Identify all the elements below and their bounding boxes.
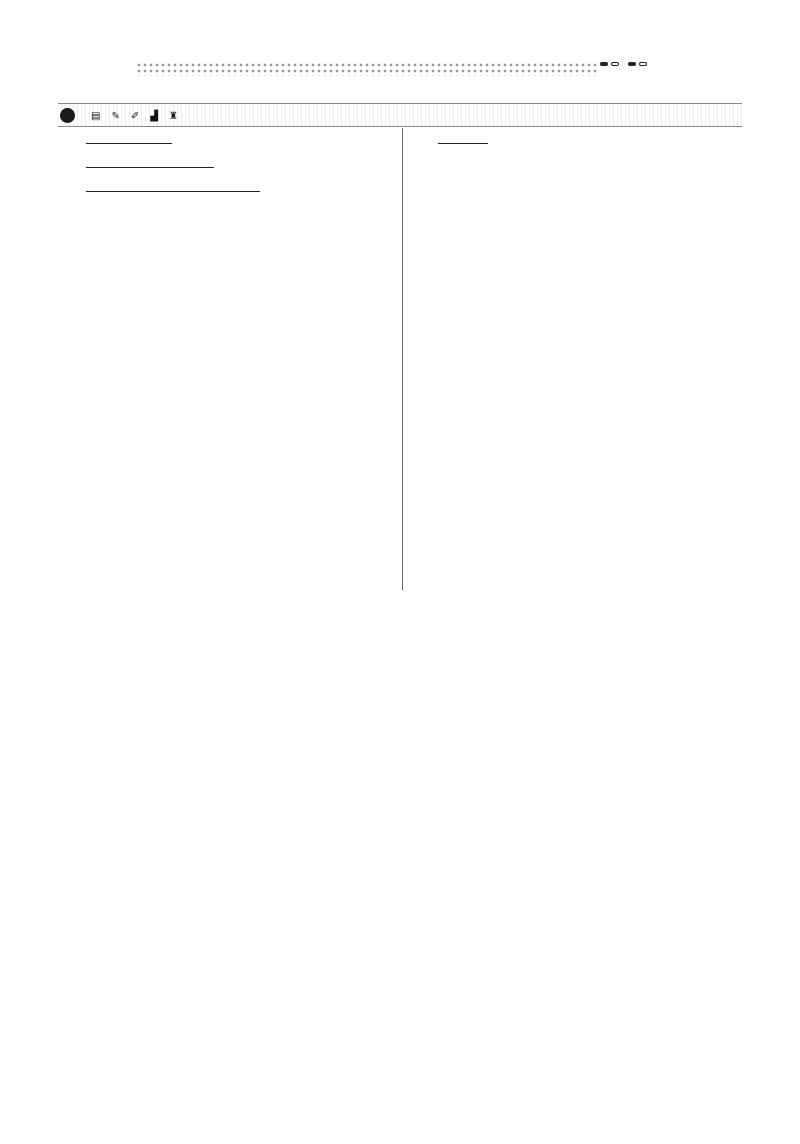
- option-row: [410, 419, 740, 443]
- cloze-options: [410, 225, 740, 595]
- blank-3[interactable]: [86, 167, 130, 168]
- count-icon: ✐: [130, 110, 140, 122]
- book-icon: ▤: [91, 110, 101, 122]
- option-row: [410, 515, 740, 539]
- bell-icon: ♜: [168, 110, 178, 122]
- section1-header-bar: [58, 103, 742, 127]
- blank-8[interactable]: [172, 191, 220, 192]
- answer-page: [639, 62, 647, 66]
- section1-number: [60, 108, 75, 123]
- blank-1[interactable]: [86, 143, 132, 144]
- suggest-time-label: [600, 62, 608, 66]
- option-row: [410, 298, 740, 322]
- option-row: [410, 225, 740, 249]
- blank-4[interactable]: [130, 167, 174, 168]
- option-row: [410, 394, 740, 418]
- pen-icon: ✎: [111, 110, 120, 122]
- option-row: [410, 249, 740, 273]
- cloze-passage-right: [410, 128, 740, 152]
- column-divider: [402, 128, 403, 590]
- answer-label: [628, 62, 636, 66]
- option-row: [410, 273, 740, 297]
- blank-2[interactable]: [132, 143, 172, 144]
- option-row: [410, 564, 740, 588]
- blank-7[interactable]: [130, 191, 172, 192]
- blank-5[interactable]: [174, 167, 214, 168]
- option-row: [410, 346, 740, 370]
- series-title: [56, 30, 92, 46]
- suggest-time-value: [611, 62, 619, 66]
- header-dot-pattern: [136, 62, 596, 76]
- option-row: [410, 370, 740, 394]
- time-badge-group: [600, 62, 647, 66]
- option-row: [410, 322, 740, 346]
- blank-6[interactable]: [86, 191, 130, 192]
- option-row: [410, 443, 740, 467]
- cloze-passage-left: [58, 128, 390, 201]
- blank-10[interactable]: [438, 143, 488, 144]
- bar-chart-icon: ▟: [150, 110, 158, 122]
- blank-9[interactable]: [220, 191, 260, 192]
- option-row: [410, 540, 740, 564]
- option-row: [410, 491, 740, 515]
- option-row: [410, 467, 740, 491]
